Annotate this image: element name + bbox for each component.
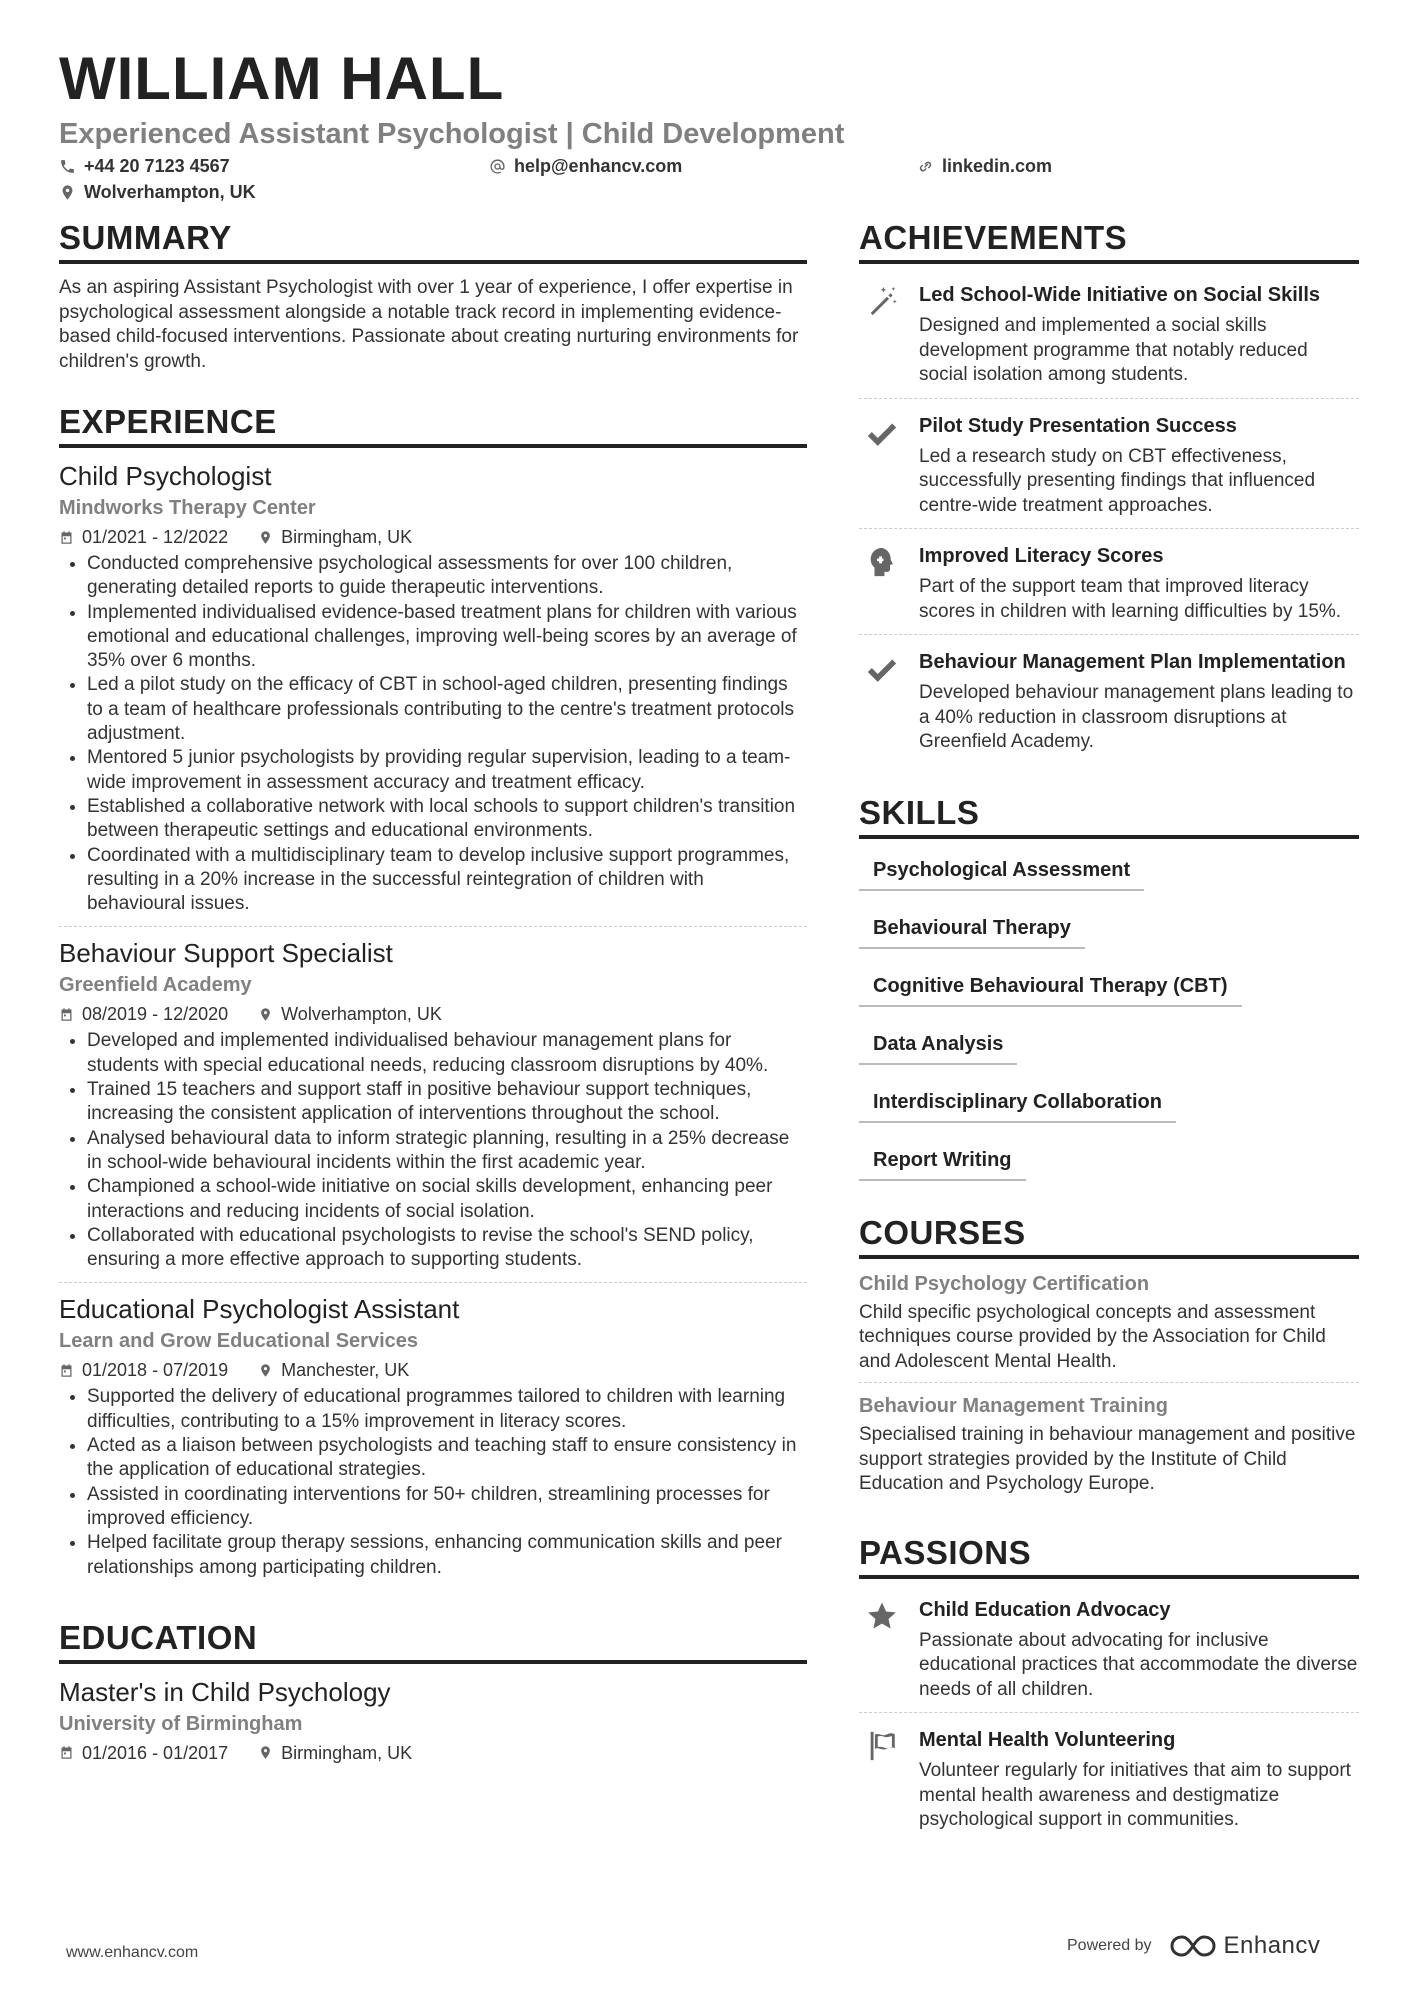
head-brain-icon (865, 545, 899, 579)
degree-title: Master's in Child Psychology (59, 1676, 391, 1707)
achievement-item (859, 407, 1359, 530)
course-item (859, 1271, 1359, 1384)
job-entry (59, 937, 807, 1283)
achievement-item (859, 643, 1359, 765)
company-name: Greenfield Academy (59, 974, 252, 997)
skill-tag: Data Analysis (859, 1025, 1017, 1065)
course-desc: Specialised training in behaviour management and positive support strategies provided by the Institute of Child Education and Psychology Europe. (859, 1424, 1356, 1494)
resume-header (59, 44, 1359, 208)
achievements-heading: ACHIEVEMENTS (859, 218, 1359, 264)
bullet-item: • Analysed behavioural data to inform strategic planning, resulting in a 25% decrease in school-wide behavioural incidents within the first academic year. (87, 1127, 807, 1176)
job-meta (59, 1001, 807, 1027)
education-dates: 01/2016 - 01/2017 (82, 1742, 229, 1763)
job-location: Birmingham, UK (281, 527, 413, 547)
calendar-icon (59, 1745, 74, 1760)
calendar-icon (59, 530, 74, 545)
summary-text: As an aspiring Assistant Psychologist with over 1 year of experience, I offer expertise in psychological assessment alongside a notable track record in implementing evidence-based child-focused interventions. Passionate about creating nurturing environments for children's growth. (59, 277, 799, 372)
achievement-title: Pilot Study Presentation Success (919, 414, 1237, 437)
job-bullets (59, 1029, 807, 1272)
footer-website[interactable]: www.enhancv.com (66, 1944, 199, 1961)
job-location: Wolverhampton, UK (281, 1004, 442, 1025)
link-icon (917, 158, 934, 175)
company-name: Learn and Grow Educational Services (59, 1330, 419, 1353)
job-meta (59, 524, 807, 550)
achievements-section (859, 218, 1359, 765)
enhancv-logo[interactable] (1170, 1932, 1321, 1960)
course-title: Behaviour Management Training (859, 1395, 1168, 1417)
location-pin-icon (258, 1363, 273, 1378)
education-meta (59, 1740, 807, 1766)
job-title: Educational Psychologist Assistant (59, 1294, 460, 1325)
bullet-item: • Mentored 5 junior psychologists by providing regular supervision, leading to a team-wide improvement in assessment accuracy and treatment efficacy. (87, 746, 807, 795)
candidate-name: WILLIAM HALL (59, 45, 505, 112)
passion-title: Child Education Advocacy (919, 1598, 1171, 1621)
contact-info (59, 152, 1359, 208)
course-desc: Child specific psychological concepts and assessment techniques course provided by the Association for Child and Adolescent Mental Health. (859, 1301, 1326, 1372)
passions-section (859, 1533, 1359, 1843)
job-dates: 08/2019 - 12/2020 (82, 1004, 229, 1025)
passion-item (859, 1591, 1359, 1714)
skill-tag: Cognitive Behavioural Therapy (CBT) (859, 967, 1242, 1007)
flag-icon (865, 1729, 899, 1763)
bullet-item: • Developed and implemented individualised behaviour management plans for students with special educational needs, reducing classroom disruptions by 40%. (87, 1029, 807, 1078)
job-dates: 01/2018 - 07/2019 (82, 1360, 229, 1381)
course-title: Child Psychology Certification (859, 1272, 1150, 1295)
contact-email[interactable] (489, 156, 682, 177)
summary-heading: SUMMARY (59, 218, 807, 264)
achievement-item (859, 276, 1359, 399)
location-text: Wolverhampton, UK (84, 182, 256, 202)
education-section (59, 1618, 807, 1766)
phone-icon (59, 158, 76, 175)
candidate-headline: Experienced Assistant Psychologist | Child Development (59, 118, 845, 150)
linkedin-text: linkedin.com (942, 156, 1053, 176)
check-icon (865, 651, 899, 685)
skill-tag: Report Writing (859, 1141, 1026, 1181)
skills-list (859, 851, 1359, 1199)
achievement-title: Led School-Wide Initiative on Social Skills (919, 284, 1321, 306)
bullet-item: • Helped facilitate group therapy sessions, enhancing communication skills and peer relationships among participating children. (87, 1531, 807, 1580)
enhancv-logo-icon (1170, 1933, 1216, 1959)
bullet-item: • Collaborated with educational psychologists to revise the school's SEND policy, ensuring a more effective approach to supporting students. (87, 1224, 807, 1273)
footer-branding (1067, 1932, 1320, 1960)
skills-section (859, 793, 1359, 1199)
phone-text: +44 20 7123 4567 (84, 156, 230, 176)
bullet-item: • Championed a school-wide initiative on social skills development, enhancing peer interactions and reducing incidents of social isolation. (87, 1175, 807, 1224)
star-icon (865, 1599, 899, 1633)
job-bullets (59, 1385, 807, 1579)
bullet-item: • Established a collaborative network with local schools to support children's transition between therapeutic settings and educational environments. (87, 795, 807, 844)
bullet-item: • Assisted in coordinating interventions for 50+ children, streamlining processes for improved efficiency. (87, 1483, 807, 1532)
skill-tag: Psychological Assessment (859, 851, 1144, 891)
job-bullets (59, 552, 807, 916)
job-entry (59, 1293, 807, 1589)
contact-location (59, 182, 256, 203)
course-item (859, 1393, 1359, 1505)
skills-heading: SKILLS (859, 793, 1359, 839)
location-pin-icon (258, 1745, 273, 1760)
experience-section (59, 402, 807, 1590)
magic-wand-icon (865, 284, 899, 318)
bullet-item: • Trained 15 teachers and support staff in positive behaviour support techniques, increasing the consistent application of interventions throughout the school. (87, 1078, 807, 1127)
summary-section (59, 218, 807, 374)
company-name: Mindworks Therapy Center (59, 497, 316, 519)
achievement-item (859, 537, 1359, 635)
location-pin-icon (258, 1007, 273, 1022)
bullet-item: • Supported the delivery of educational programmes tailored to children with learning difficulties, contributing to a 15% improvement in literacy scores. (87, 1385, 807, 1434)
education-location: Birmingham, UK (281, 1742, 413, 1763)
email-text: help@enhancv.com (514, 156, 683, 176)
left-column (59, 218, 807, 1766)
right-column (859, 218, 1359, 1851)
brand-name: Enhancv (1223, 1932, 1321, 1959)
job-entry (59, 460, 807, 927)
location-pin-icon (258, 530, 273, 545)
contact-linkedin[interactable] (917, 156, 1052, 177)
experience-heading: EXPERIENCE (59, 402, 807, 448)
passions-heading: PASSIONS (859, 1533, 1359, 1579)
job-title: Child Psychologist (59, 461, 272, 491)
check-icon (865, 415, 899, 449)
courses-section (859, 1213, 1359, 1505)
bullet-item: • Implemented individualised evidence-based treatment plans for children with various emotional and educational challenges, improving well-being scores by an average of 35% over 6 months. (87, 601, 807, 674)
passion-title: Mental Health Volunteering (919, 1729, 1176, 1751)
bullet-item: • Acted as a liaison between psychologists and teaching staff to ensure consistency in the application of educational strategies. (87, 1434, 807, 1483)
achievement-title: Behaviour Management Plan Implementation (919, 651, 1346, 673)
courses-heading: COURSES (859, 1213, 1359, 1259)
bullet-item: • Coordinated with a multidisciplinary team to develop inclusive support programmes, resulting in a 20% increase in the successful reintegration of children with behavioural issues. (87, 844, 807, 917)
achievement-desc: Led a research study on CBT effectiveness, successfully presenting findings that influenced centre-wide treatment approaches. (919, 445, 1316, 516)
education-heading: EDUCATION (59, 1618, 807, 1664)
passion-desc: Volunteer regularly for initiatives that aim to support mental health awareness and destigmatize psychological support in communities. (919, 1760, 1351, 1830)
achievement-desc: Part of the support team that improved literacy scores in children with learning difficulties by 15%. (919, 576, 1342, 622)
achievement-desc: Developed behaviour management plans leading to a 40% reduction in classroom disruptions at Greenfield Academy. (919, 682, 1354, 752)
job-dates: 01/2021 - 12/2022 (82, 527, 229, 547)
job-location: Manchester, UK (281, 1360, 410, 1381)
powered-by-text: Powered by (1067, 1937, 1152, 1954)
school-name: University of Birmingham (59, 1712, 303, 1735)
bullet-item: • Conducted comprehensive psychological assessments for over 100 children, generating detailed reports to guide therapeutic interventions. (87, 552, 807, 601)
passion-desc: Passionate about advocating for inclusive educational practices that accommodate the diverse needs of all children. (919, 1629, 1358, 1700)
location-pin-icon (59, 184, 76, 201)
calendar-icon (59, 1007, 74, 1022)
achievement-desc: Designed and implemented a social skills development programme that notably reduced social isolation among students. (919, 315, 1308, 385)
calendar-icon (59, 1363, 74, 1378)
passion-item (859, 1721, 1359, 1843)
contact-phone[interactable] (59, 156, 230, 177)
bullet-item: • Led a pilot study on the efficacy of CBT in school-aged children, presenting findings to a team of healthcare professionals contributing to the centre's treatment protocols adjustment. (87, 673, 807, 746)
job-meta (59, 1357, 807, 1383)
job-title: Behaviour Support Specialist (59, 938, 393, 969)
skill-tag: Interdisciplinary Collaboration (859, 1083, 1176, 1123)
achievement-title: Improved Literacy Scores (919, 545, 1164, 567)
skill-tag: Behavioural Therapy (859, 909, 1085, 949)
at-icon (489, 158, 506, 175)
